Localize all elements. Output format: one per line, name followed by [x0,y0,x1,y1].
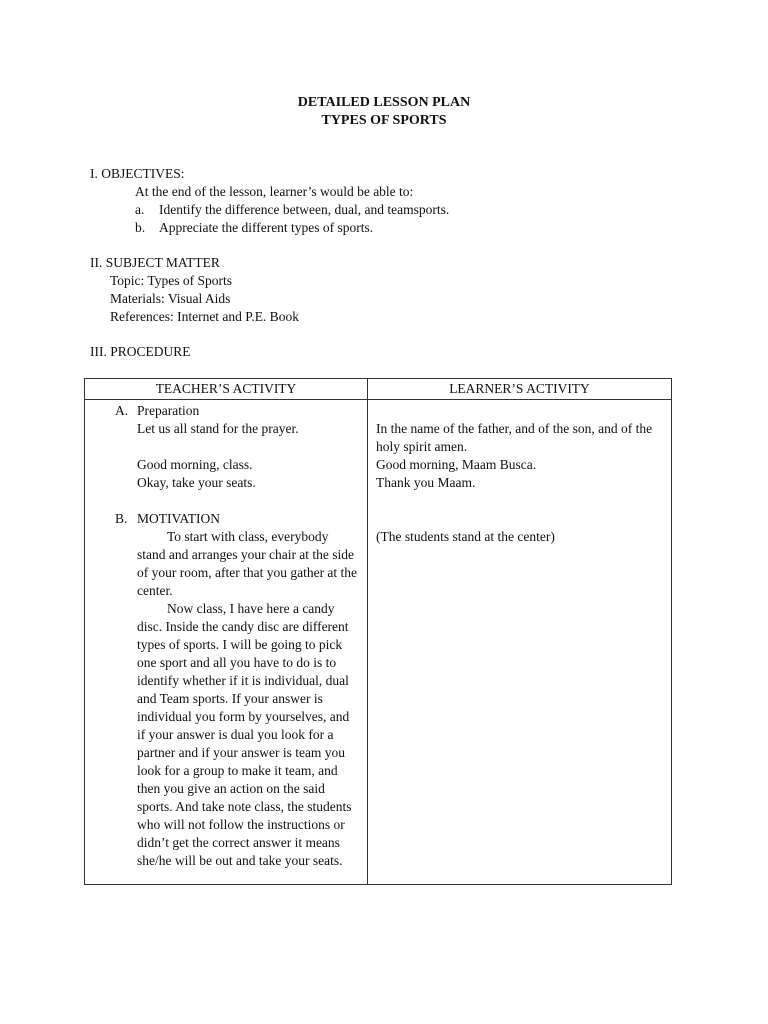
document-subtitle: TYPES OF SPORTS [321,113,447,128]
motivation-paragraph: Now class, I have here a candy disc. Inside the candy disc are different types of sports. I will be going to pick one sport and all you have to do is to identify whether if it is individual, dual and Team sports. If your answer is individual you form by yourselves, and if your answer is dual you look for a partner and if your answer is team you look for a group to make it team, and then you give an action on the said sports. And take note class, the students who will not follow the instructions or didn’t get the correct answer it means she/he will be out and take your seats. [137,601,352,868]
objectives-heading: I. OBJECTIVES: [90,166,185,181]
procedure-heading: III. PROCEDURE [90,344,191,359]
list-item [135,219,690,237]
procedure-section [90,343,690,361]
motivation-paragraph: To start with class, everybody stand and arranges your chair at the side of your room, after that you gather at the center. [137,529,358,598]
motivation-marker: B. [115,511,128,526]
preparation-title: Preparation [137,403,200,418]
table-header-row [85,379,672,400]
objectives-intro: At the end of the lesson, learner’s would be able to: [135,184,414,199]
learner-line: (The students stand at the center) [376,529,555,544]
learner-line: Good morning, Maam Busca. [376,457,537,472]
list-item-text: Appreciate the different types of sports. [159,220,374,235]
objectives-section [90,165,690,237]
teacher-line: Let us all stand for the prayer. [137,421,299,436]
teacher-line: Okay, take your seats. [137,475,256,490]
teacher-activity-header: TEACHER’S ACTIVITY [85,379,368,400]
learner-activity-header: LEARNER’S ACTIVITY [368,379,672,400]
subject-materials: Materials: Visual Aids [110,291,231,306]
teacher-line: Good morning, class. [137,457,253,472]
table-row [85,400,672,885]
objectives-list [90,201,690,237]
preparation-marker: A. [115,403,129,418]
subject-references: References: Internet and P.E. Book [110,309,299,324]
document-header [0,94,768,130]
document-title: DETAILED LESSON PLAN [297,95,471,110]
procedure-table [84,378,672,885]
learner-line: In the name of the father, and of the son, and of the holy spirit amen. [376,421,653,454]
subject-matter-section [90,254,690,326]
subject-matter-heading: II. SUBJECT MATTER [90,255,220,270]
teacher-activity-cell [85,400,368,885]
motivation-heading [115,510,359,528]
subject-topic: Topic: Types of Sports [110,273,232,288]
motivation-title: MOTIVATION [137,511,220,526]
list-marker: a. [135,202,145,217]
list-item [135,201,690,219]
learner-activity-cell [368,400,672,885]
list-marker: b. [135,220,146,235]
preparation-heading [115,402,359,420]
list-item-text: Identify the difference between, dual, and teamsports. [159,202,450,217]
learner-line: Thank you Maam. [376,475,476,490]
